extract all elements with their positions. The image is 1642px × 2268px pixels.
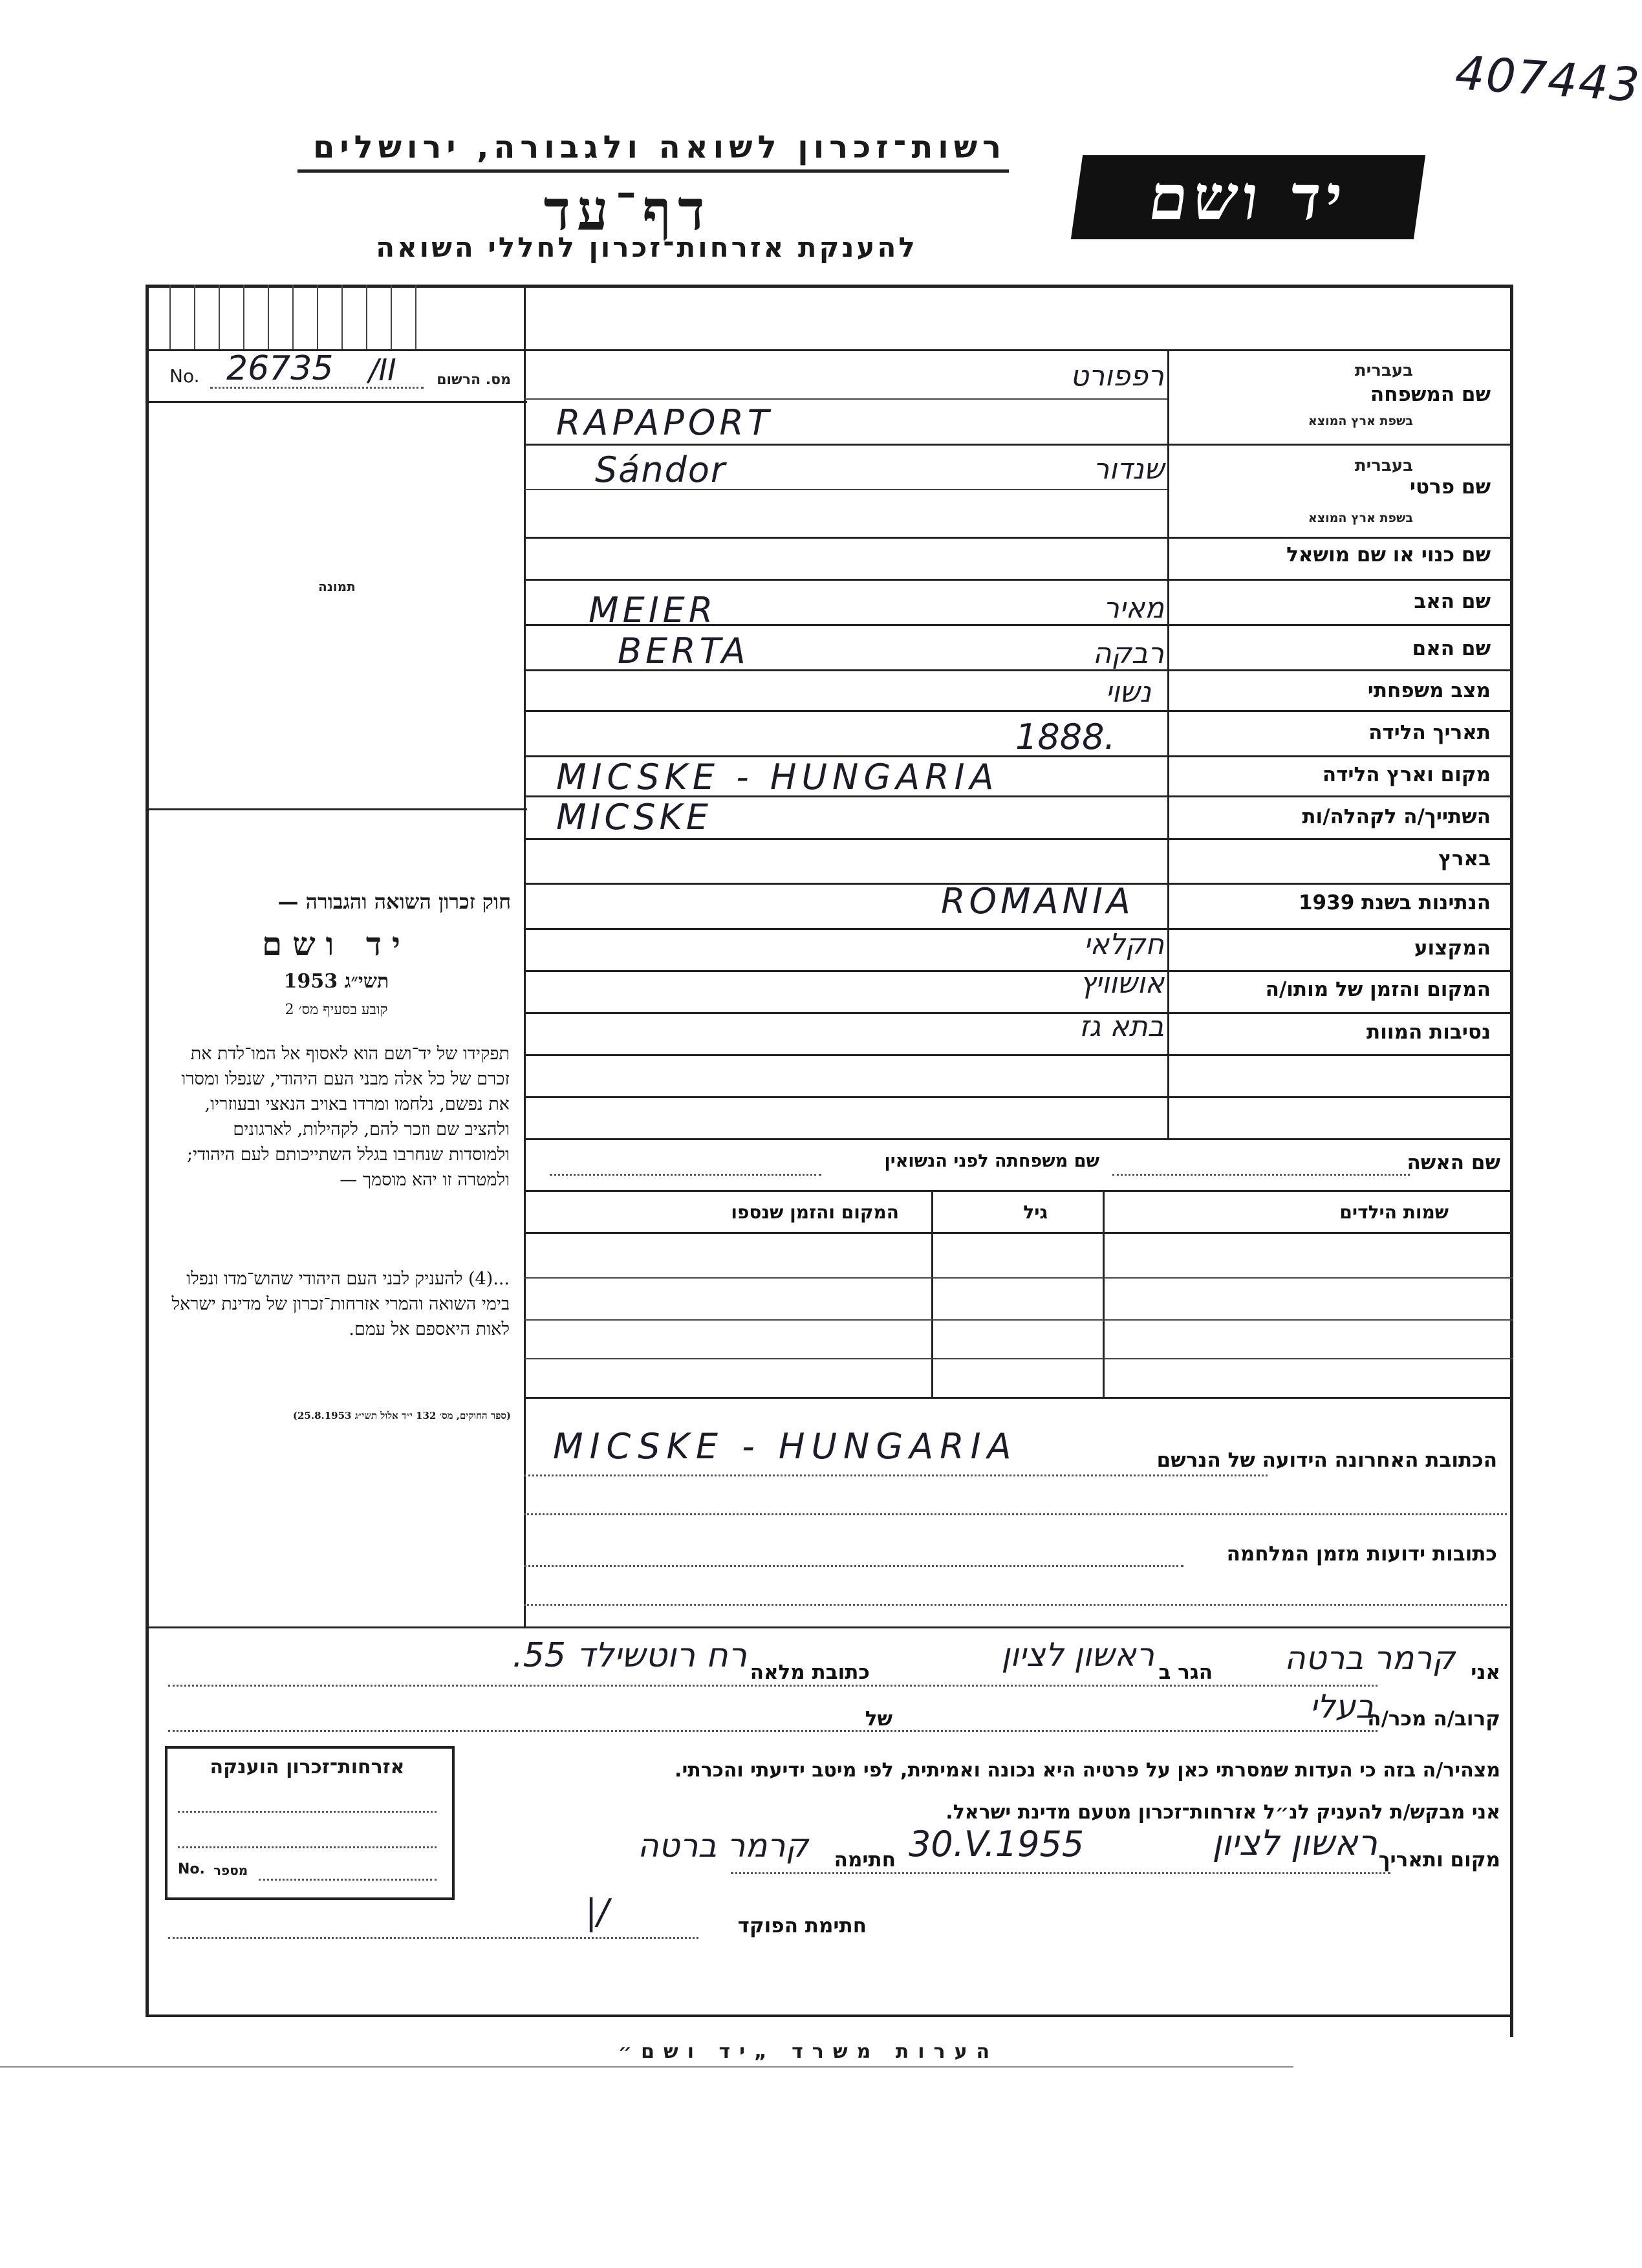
citizenship-box-line-3 bbox=[259, 1879, 437, 1881]
reg-cell-5 bbox=[268, 285, 269, 349]
children-row-1 bbox=[524, 1277, 1513, 1279]
family-name-sub-origin: בשפת ארץ המוצא bbox=[1308, 414, 1413, 428]
declarant-resides-label: הגר ב bbox=[1158, 1661, 1213, 1684]
left-column-border bbox=[524, 285, 526, 1626]
country-label: בארץ bbox=[1438, 847, 1491, 870]
declarant-line-1 bbox=[168, 1685, 1377, 1687]
row-line-16 bbox=[524, 1054, 1513, 1056]
law-source: (ספר החוקים, מס׳ 132 י״ד אלול תשי״ג 25.8.1953) bbox=[292, 1410, 511, 1421]
labels-column-border bbox=[1167, 349, 1169, 1138]
family-name-origin-value: RAPAPORT bbox=[556, 402, 773, 443]
scan-edge-line bbox=[0, 2066, 1293, 2068]
reg-cell-6 bbox=[292, 285, 294, 349]
citizenship-label: הנתינות בשנת 1939 bbox=[1298, 891, 1491, 914]
last-address-dotted-2 bbox=[524, 1513, 1507, 1515]
community-label: השתייך/ה לקהלה/ות bbox=[1302, 805, 1491, 828]
signature-line bbox=[731, 1872, 1390, 1874]
last-address-value: MICSKE - HUNGARIA bbox=[553, 1426, 1018, 1467]
children-header-bottom bbox=[524, 1232, 1513, 1234]
wife-maiden-dotted bbox=[550, 1174, 821, 1176]
wife-maiden-label: שם משפחתה לפני הנשואין bbox=[884, 1151, 1099, 1171]
registration-label: מס. הרשום bbox=[437, 372, 511, 388]
children-age-header: גיל bbox=[1023, 1202, 1048, 1223]
declarant-i-label: אני bbox=[1471, 1661, 1500, 1684]
declarant-city-value: ראשון לציון bbox=[1001, 1636, 1154, 1674]
registration-no-label: No. bbox=[169, 365, 200, 387]
last-address-dotted-1 bbox=[524, 1474, 1268, 1476]
marital-status-value: נשוי bbox=[1105, 676, 1151, 709]
father-label: שם האב bbox=[1414, 590, 1491, 613]
place-date-label: מקום ותאריך bbox=[1378, 1848, 1500, 1872]
row-line-13 bbox=[524, 928, 1513, 930]
birth-place-label: מקום וארץ הלידה bbox=[1322, 763, 1491, 786]
official-signature-line bbox=[168, 1937, 698, 1939]
wife-bottom bbox=[524, 1190, 1513, 1192]
mother-label: שם האם bbox=[1412, 637, 1491, 660]
declarant-line-2 bbox=[168, 1730, 1377, 1732]
row-line-1 bbox=[524, 398, 1167, 400]
signature-label: חתימה bbox=[834, 1848, 896, 1872]
law-name: יד ושם bbox=[262, 925, 411, 963]
wife-dotted bbox=[1112, 1174, 1410, 1176]
signature-value: קרמר ברטה bbox=[638, 1827, 808, 1864]
registration-value: 26735 bbox=[226, 349, 334, 388]
marital-status-label: מצב משפחתי bbox=[1367, 679, 1491, 702]
reg-cell-1 bbox=[169, 285, 171, 349]
children-names-header: שמות הילדים bbox=[1339, 1202, 1449, 1223]
row-line-18 bbox=[524, 1138, 1513, 1140]
archive-number: 407443 bbox=[1453, 45, 1642, 113]
reg-cell-11 bbox=[415, 285, 416, 349]
death-circumstances-label: נסיבות המוות bbox=[1367, 1021, 1491, 1044]
declarant-name-value: קרמר ברטה bbox=[1284, 1639, 1455, 1677]
death-place-value: אושוויץ bbox=[1079, 967, 1164, 1000]
form-subtitle: להענקת אזרחות־זכרון לחללי השואה bbox=[376, 232, 918, 263]
registration-top bbox=[146, 349, 1513, 351]
yad-vashem-logo bbox=[1071, 155, 1425, 239]
declarant-relative-label: קרוב/ה מכר/ה bbox=[1367, 1707, 1500, 1731]
declarant-address-value: רח רוטשילד 55. bbox=[512, 1636, 747, 1675]
death-circumstances-value: בתא גז bbox=[1079, 1010, 1164, 1043]
children-col-divider-1 bbox=[931, 1190, 933, 1397]
wife-label: שם האשה bbox=[1407, 1151, 1500, 1174]
mother-hebrew-value: רבקה bbox=[1092, 637, 1164, 670]
death-place-label: המקום והזמן של מותו/ה bbox=[1265, 978, 1491, 1001]
law-paragraph-1: תפקידו של יד־ושם הוא לאסוף אל המו־לדת את זכרם של כל אלה מבני העם היהודי, שנפלו ומסרו את נפשם, נלחמו ומרדו באויב הנאצי ובעוזריו, ולהציב שם וזכר להם, לקהילות, לארגונים ולמוסדות שנחרבו בגלל השתייכותם לעם היהודי; ולמטרה זו יהא מוסמך — bbox=[181, 1044, 510, 1190]
reg-cell-7 bbox=[317, 285, 318, 349]
photo-bottom bbox=[146, 808, 527, 810]
profession-label: המקצוע bbox=[1414, 936, 1491, 960]
row-line-5 bbox=[524, 579, 1513, 581]
family-name-sub-hebrew: בעברית bbox=[1354, 361, 1413, 380]
request-text: אני מבקש/ת להעניק לנ״ל אזרחות־זכרון מטעם מדינת ישראל. bbox=[945, 1801, 1500, 1824]
family-name-label: שם המשפחה bbox=[1370, 383, 1491, 406]
law-clause: קובע בסעיף מס׳ 2 bbox=[285, 1002, 388, 1018]
father-hebrew-value: מאיר bbox=[1103, 592, 1164, 625]
reg-cell-8 bbox=[341, 285, 343, 349]
birth-place-value: MICSKE - HUNGARIA bbox=[556, 757, 999, 797]
official-signature-label: חתימת הפוקד bbox=[737, 1914, 867, 1938]
reg-cell-2 bbox=[194, 285, 195, 349]
first-name-sub-hebrew: בעברית bbox=[1354, 456, 1413, 475]
official-signature-mark: |/ bbox=[585, 1892, 609, 1932]
registration-bottom bbox=[146, 401, 527, 403]
frame-left bbox=[146, 285, 149, 2014]
first-name-origin-value: Sándor bbox=[595, 449, 727, 490]
place-date-value: ראשון לציון bbox=[1212, 1822, 1377, 1863]
row-line-8 bbox=[524, 710, 1513, 712]
citizenship-value: ROMANIA bbox=[941, 881, 1134, 922]
children-row-3 bbox=[524, 1358, 1513, 1359]
declarant-relation-value: בעלי bbox=[1310, 1688, 1374, 1725]
frame-bottom bbox=[146, 2014, 1513, 2017]
row-line-15 bbox=[524, 1012, 1513, 1014]
profession-value: חקלאי bbox=[1083, 928, 1164, 961]
row-line-4 bbox=[524, 537, 1513, 539]
children-place-header: המקום והזמן שנספו bbox=[731, 1202, 899, 1223]
row-line-2 bbox=[524, 444, 1513, 446]
birth-date-label: תאריך הלידה bbox=[1368, 721, 1491, 744]
mother-latin-value: BERTA bbox=[618, 631, 750, 671]
date-value: 30.V.1955 bbox=[909, 1824, 1085, 1864]
reg-cell-9 bbox=[366, 285, 367, 349]
first-name-sub-origin: בשפת ארץ המוצא bbox=[1308, 511, 1413, 525]
citizenship-box-no-label: No. bbox=[178, 1861, 205, 1877]
registration-suffix: /II bbox=[369, 352, 396, 387]
citizenship-box-line-1 bbox=[178, 1811, 437, 1813]
reg-cell-10 bbox=[391, 285, 392, 349]
law-title: חוק זכרון השואה והגבורה — bbox=[277, 889, 511, 914]
last-address-label: הכתובת האחרונה הידועה של הנרשם bbox=[1156, 1449, 1497, 1472]
first-name-hebrew-value: שנדור bbox=[1093, 453, 1164, 486]
citizenship-box-title: אזרחות־זכרון הוענקה bbox=[210, 1756, 405, 1778]
family-name-hebrew-value: רפפורט bbox=[1070, 360, 1164, 393]
row-line-11 bbox=[524, 838, 1513, 840]
authority-title: רשות־זכרון לשואה ולגבורה, ירושלים bbox=[312, 129, 1007, 166]
citizenship-box-line-2 bbox=[178, 1846, 437, 1848]
war-address-dotted-2 bbox=[524, 1604, 1507, 1606]
declarant-address-label: כתובת מלאה bbox=[750, 1661, 870, 1684]
first-name-label: שם פרטי bbox=[1409, 475, 1491, 499]
war-address-label: כתובות ידועות מזמן המלחמה bbox=[1226, 1542, 1497, 1566]
row-line-14 bbox=[524, 970, 1513, 972]
law-paragraph-2: ...(4) להעניק לבני העם היהודי שהוש־מדו ונפלו בימי השואה והמרי אזרחות־זכרון של מדינת ישראל לאות היאספם אל עמם. bbox=[171, 1269, 510, 1339]
reg-cell-3 bbox=[219, 285, 220, 349]
reg-cell-4 bbox=[243, 285, 244, 349]
form-title: דף־עד bbox=[543, 178, 711, 243]
children-bottom bbox=[524, 1397, 1513, 1399]
children-col-divider-2 bbox=[1103, 1190, 1105, 1397]
photo-label: תמונה bbox=[318, 579, 356, 594]
row-line-17 bbox=[524, 1096, 1513, 1098]
logo-text: יד ושם bbox=[1144, 160, 1352, 234]
nickname-label: שם כנוי או שם מושאל bbox=[1286, 543, 1491, 567]
father-latin-value: MEIER bbox=[589, 590, 717, 631]
law-year: תשי״ג 1953 bbox=[283, 970, 389, 993]
declaration-text: מצהיר/ה בזה כי העדות שמסרתי כאן על פרטיה היא נכונה ואמיתית, לפי מיטב ידיעתי והכרתי. bbox=[675, 1759, 1500, 1782]
frame-top bbox=[146, 285, 1513, 288]
citizenship-box-number-label: מספר bbox=[213, 1863, 248, 1878]
declarant-of-label: של bbox=[865, 1707, 892, 1731]
frame-right bbox=[1510, 285, 1513, 2037]
birth-date-value: 1888. bbox=[1015, 717, 1116, 757]
children-row-2 bbox=[524, 1319, 1513, 1321]
community-value: MICSKE bbox=[556, 797, 713, 837]
footer-notes: הערות משרד „יד ושם״ bbox=[618, 2040, 999, 2063]
addresses-bottom bbox=[146, 1626, 1513, 1628]
authority-underline bbox=[297, 169, 1009, 173]
war-address-dotted-1 bbox=[524, 1565, 1183, 1567]
